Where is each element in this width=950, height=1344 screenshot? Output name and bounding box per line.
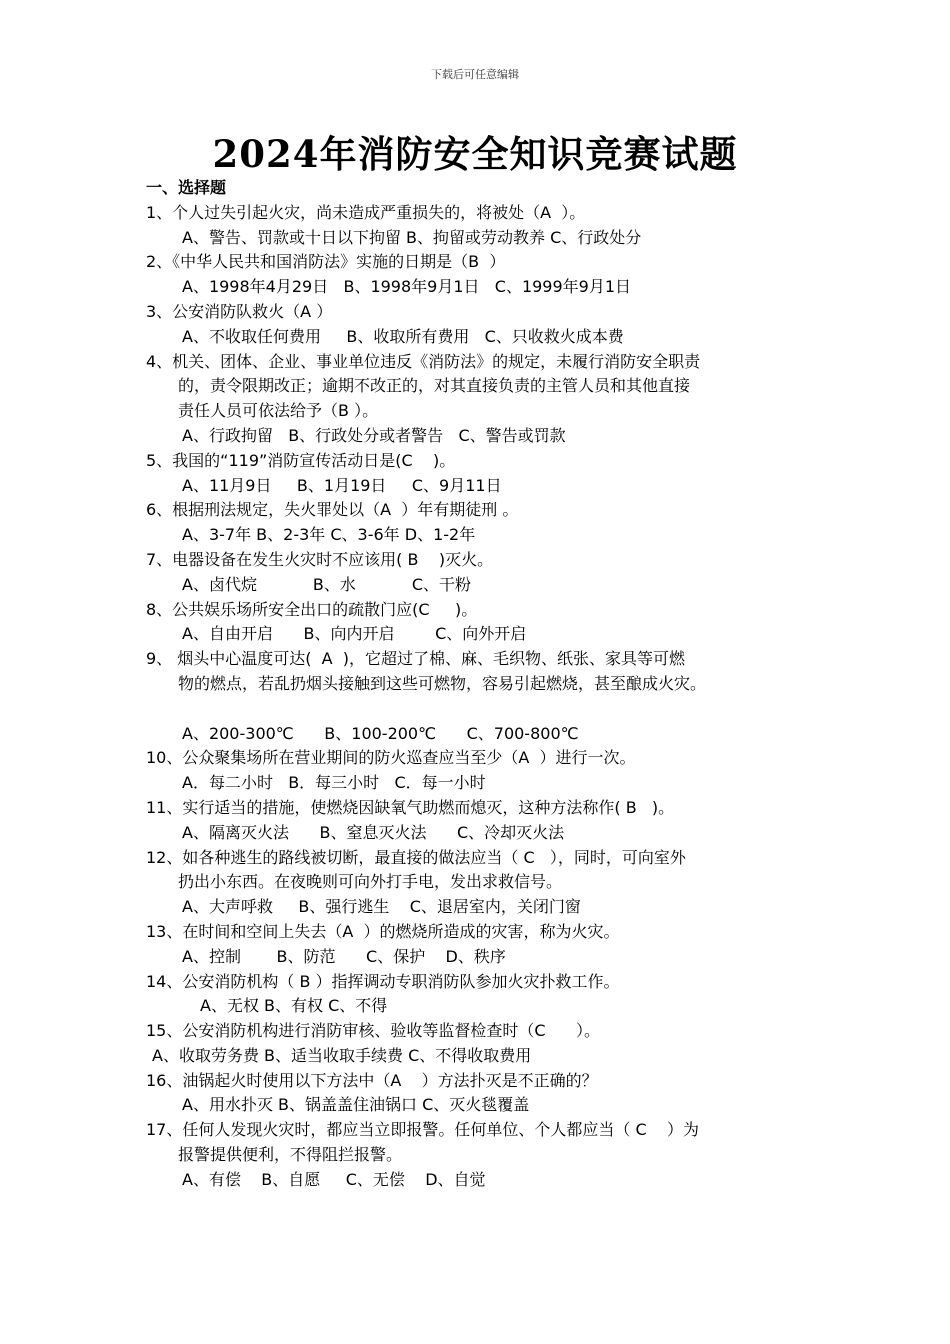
question-5-options: A、11月9日 B、1月19日 C、9月11日: [182, 475, 502, 495]
question-17: 17、任何人发现火灾时，都应当立即报警。任何单位、个人都应当（ C ）为: [146, 1120, 699, 1140]
question-list: [146, 176, 816, 1193]
question-1: 1、个人过失引起火灾，尚未造成严重损失的，将被处（A ）。: [146, 202, 586, 222]
question-11: 11、实行适当的措施，使燃烧因缺氧气助燃而熄灭，这种方法称作( B )。: [146, 797, 675, 817]
question-13: 13、在时间和空间上失去（A ）的燃烧所造成的灾害，称为火灾。: [146, 921, 620, 941]
question-17-options: A、有偿 B、自愿 C、无偿 D、自觉: [182, 1169, 486, 1189]
question-7-options: A、卤代烷 B、水 C、干粉: [182, 574, 471, 594]
question-10: 10、公众聚集场所在营业期间的防火巡查应当至少（A ）进行一次。: [146, 748, 636, 768]
question-4-continued: 的，责令限期改正；逾期不改正的，对其直接负责的主管人员和其他直接: [178, 376, 691, 396]
question-14: 14、公安消防机构（ B ）指挥调动专职消防队参加火灾扑救工作。: [146, 971, 620, 991]
question-3-options: A、不收取任何费用 B、收取所有费用 C、只收救火成本费: [182, 326, 624, 346]
question-14-options: A、无权 B、有权 C、不得: [200, 996, 388, 1016]
question-1-options: A、警告、罚款或十日以下拘留 B、拘留或劳动教养 C、行政处分: [182, 227, 642, 247]
spacer: [146, 697, 816, 722]
question-7: 7、电器设备在发生火灾时不应该用( B )灭火。: [146, 549, 494, 569]
question-15: 15、公安消防机构进行消防审核、验收等监督检查时（C ）。: [146, 1021, 601, 1041]
question-12-continued: 扔出小东西。在夜晚则可向外打手电，发出求救信号。: [178, 872, 563, 892]
question-6-options: A、3-7年 B、2-3年 C、3-6年 D、1-2年: [182, 525, 476, 545]
question-8-options: A、自由开启 B、向内开启 C、向外开启: [182, 624, 527, 644]
question-4: 4、机关、团体、企业、事业单位违反《消防法》的规定，未履行消防安全职责: [146, 351, 701, 371]
question-12-options: A、大声呼救 B、强行逃生 C、退居室内，关闭门窗: [182, 897, 581, 917]
question-16-options: A、用水扑灭 B、锅盖盖住油锅口 C、灭火毯覆盖: [182, 1095, 530, 1115]
page-header-note: 下载后可任意编辑: [431, 68, 519, 81]
question-17-continued: 报警提供便利，不得阻拦报警。: [178, 1145, 403, 1165]
document-title: 2024年消防安全知识竞赛试题: [212, 132, 738, 176]
question-6: 6、根据刑法规定，失火罪处以（A ）年有期徒刑 。: [146, 500, 519, 520]
question-9-continued: 物的燃点，若乱扔烟头接触到这些可燃物，容易引起燃烧，甚至酿成火灾。: [178, 673, 707, 693]
question-3: 3、公安消防队救火（A ）: [146, 301, 333, 321]
question-5: 5、我国的“119”消防宣传活动日是(C )。: [146, 450, 456, 470]
question-4-continued: 责任人员可依法给予（B ）。: [178, 401, 379, 421]
question-2: 2、《中华人民共和国消防法》实施的日期是（B ）: [146, 252, 506, 272]
section-heading: 一、选择题: [146, 178, 227, 197]
question-8: 8、公共娱乐场所安全出口的疏散门应(C )。: [146, 599, 478, 619]
question-9: 9、 烟头中心温度可达( A )，它超过了棉、麻、毛织物、纸张、家具等可燃: [146, 649, 686, 669]
question-9-options: A、200-300℃ B、100-200℃ C、700-800℃: [182, 723, 579, 743]
question-16: 16、油锅起火时使用以下方法中（A ）方法扑灭是不正确的？: [146, 1070, 598, 1090]
question-10-options: A．每二小时 B．每三小时 C．每一小时: [182, 773, 486, 793]
question-4-options: A、行政拘留 B、行政处分或者警告 C、警告或罚款: [182, 425, 566, 445]
question-11-options: A、隔离灭火法 B、窒息灭火法 C、冷却灭火法: [182, 822, 565, 842]
question-2-options: A、1998年4月29日 B、1998年9月1日 C、1999年9月1日: [182, 277, 632, 297]
question-12: 12、如各种逃生的路线被切断，最直接的做法应当（ C ），同时，可向室外: [146, 847, 686, 867]
question-15-options: A、收取劳务费 B、适当收取手续费 C、不得收取费用: [152, 1045, 532, 1065]
question-13-options: A、控制 B、防范 C、保护 D、秩序: [182, 946, 506, 966]
